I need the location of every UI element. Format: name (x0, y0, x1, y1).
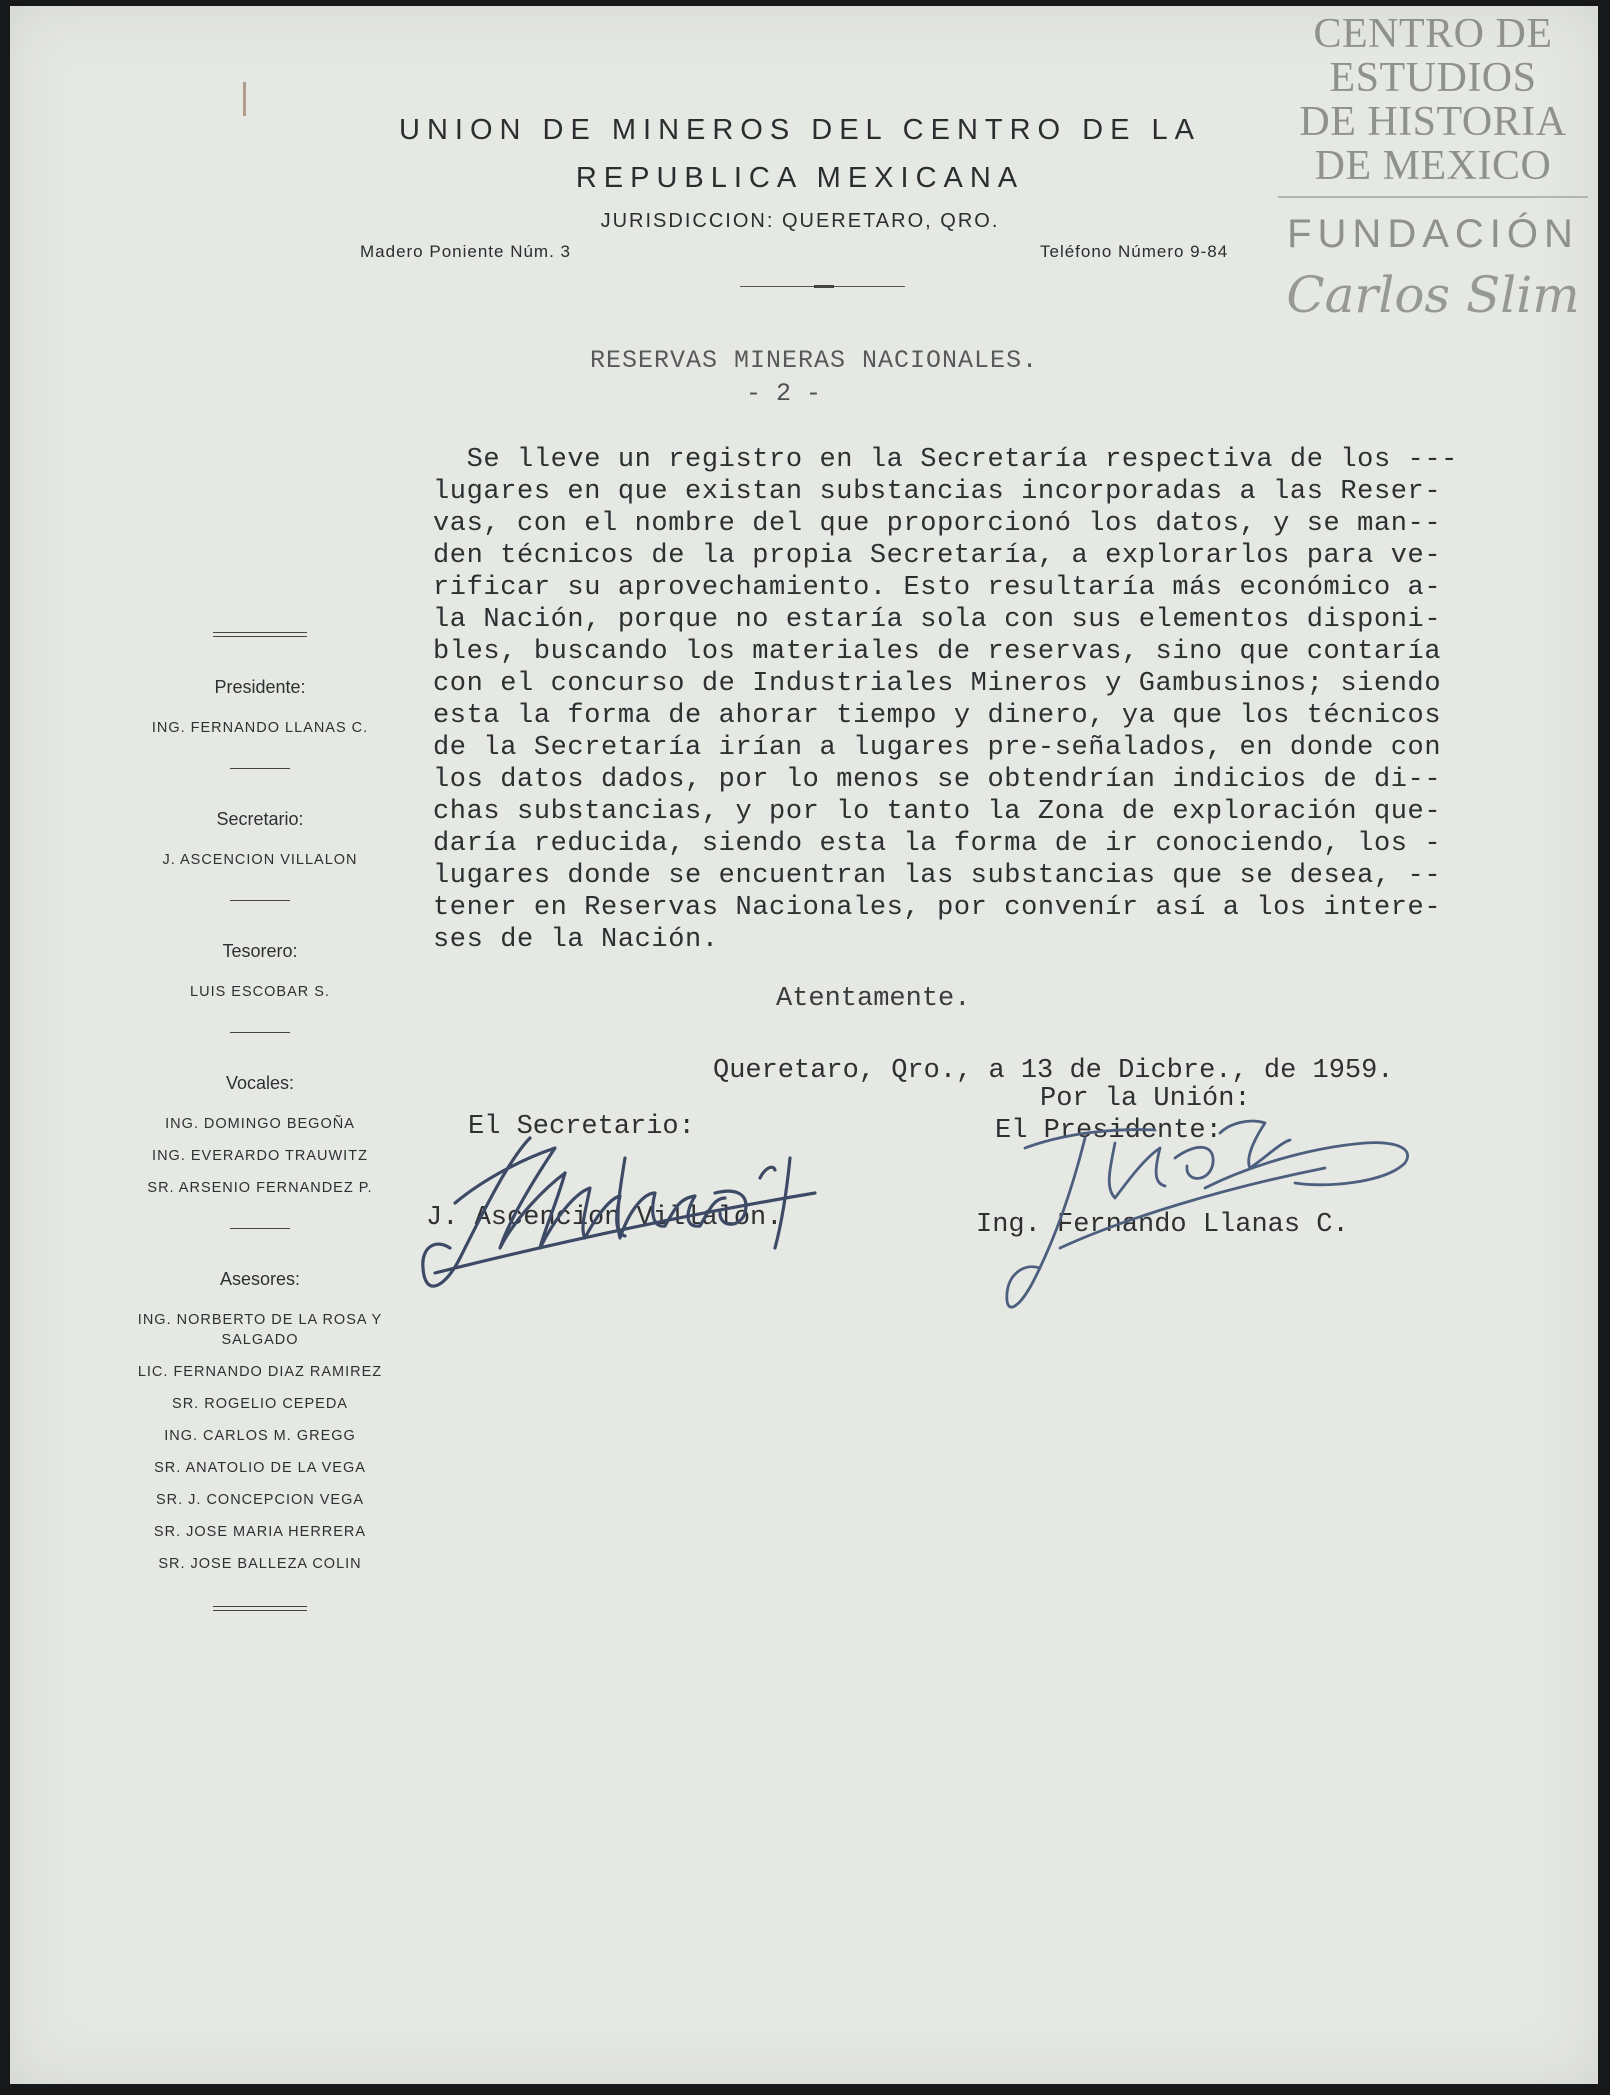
watermark-signature: Carlos Slim (1286, 266, 1580, 324)
president-name: Ing. Fernando Llanas C. (976, 1210, 1349, 1240)
officer-name: J. ASCENCION VILLALON (162, 852, 358, 868)
sidebar-divider (213, 632, 307, 637)
document-title: RESERVAS MINERAS NACIONALES. (590, 346, 1039, 375)
by-union-label: Por la Unión: (1040, 1084, 1251, 1114)
body-line: ses de la Nación. (433, 925, 719, 955)
place-date: Queretaro, Qro., a 13 de Dicbre., de 1959. (713, 1056, 1394, 1086)
letterhead-divider (740, 286, 905, 287)
body-line: lugares en que existan substancias incorporadas a las Reser- (433, 477, 1442, 507)
officer-section-asesores (90, 1269, 430, 1580)
jurisdiction: JURISDICCION: QUERETARO, QRO. (600, 210, 1000, 232)
closing: Atentamente. (776, 984, 971, 1014)
body-line: lugares donde se encuentran las substancias que se desea, -- (433, 861, 1442, 891)
president-signature (965, 1088, 1445, 1328)
address: Madero Poniente Núm. 3 (360, 242, 571, 261)
watermark-foundation: FUNDACIÓN (1287, 212, 1579, 256)
paper-stain (243, 82, 246, 116)
officer-name: SR. ANATOLIO DE LA VEGA (154, 1460, 366, 1476)
officer-section-treasurer (90, 941, 430, 1033)
president-title: El Presidente: (995, 1116, 1222, 1146)
sidebar-divider (230, 768, 290, 769)
officer-name: ING. FERNANDO LLANAS C. (151, 720, 369, 736)
officer-title: Tesorero: (222, 941, 298, 961)
letter-body (433, 444, 1583, 956)
sidebar-officers (90, 632, 430, 1611)
secretary-signature (415, 1098, 835, 1308)
officer-name: ING. CARLOS M. GREGG (164, 1428, 356, 1444)
body-line: con el concurso de Industriales Mineros y Gambusinos; siendo (433, 669, 1442, 699)
officer-name: LUIS ESCOBAR S. (190, 984, 330, 1000)
body-line: vas, con el nombre del que proporcionó los datos, y se man-- (433, 509, 1442, 539)
officer-name: ING. DOMINGO BEGOÑA (165, 1116, 355, 1132)
watermark-line: DE HISTORIA (1299, 99, 1567, 145)
sidebar-bottom (90, 1606, 430, 1611)
officer-name: SR. JOSE MARIA HERRERA (153, 1524, 367, 1540)
body-line: los datos dados, por lo menos se obtendrían indicios de di-- (433, 765, 1442, 795)
officer-name: ING. NORBERTO DE LA ROSA Y (137, 1312, 383, 1328)
body-line: de la Secretaría irían a lugares pre-señalados, en donde con (433, 733, 1442, 763)
body-line: den técnicos de la propia Secretaría, a explorarlos para ve- (433, 541, 1442, 571)
sidebar-divider (230, 1032, 290, 1033)
org-name-line-1: UNION DE MINEROS DEL CENTRO DE LA (399, 114, 1201, 146)
officer-name: SR. JOSE BALLEZA COLIN (158, 1556, 362, 1572)
body-line: tener en Reservas Nacionales, por convenír así a los intere- (433, 893, 1442, 923)
officer-name: SR. ROGELIO CEPEDA (172, 1396, 348, 1412)
org-name-line-2: REPUBLICA MEXICANA (575, 162, 1025, 194)
watermark-line: ESTUDIOS (1329, 55, 1537, 101)
phone-number: Teléfono Número 9-84 (1040, 242, 1229, 261)
secretary-title: El Secretario: (468, 1112, 695, 1142)
officer-title: Secretario: (216, 809, 304, 829)
document-paper (10, 6, 1598, 2084)
officer-section-vocales (90, 1073, 430, 1229)
officer-section-secretary (90, 809, 430, 901)
sidebar-divider (213, 1606, 307, 1611)
page-number: - 2 - (746, 379, 822, 408)
officer-title: Asesores: (219, 1269, 301, 1289)
officer-name: SR. J. CONCEPCION VEGA (155, 1492, 365, 1508)
officer-title: Vocales: (225, 1073, 295, 1093)
body-line: bles, buscando los materiales de reservas, sino que contaría (433, 637, 1442, 667)
body-line: Se lleve un registro en la Secretaría respectiva de los --- (433, 445, 1458, 475)
officer-name: LIC. FERNANDO DIAZ RAMIREZ (137, 1364, 383, 1380)
body-line: la Nación, porque no estaría sola con sus elementos disponi- (433, 605, 1442, 635)
letterhead (250, 106, 1350, 233)
officer-name: SR. ARSENIO FERNANDEZ P. (147, 1180, 373, 1196)
body-line: esta la forma de ahorar tiempo y dinero, ya que los técnicos (433, 701, 1442, 731)
body-line: rificar su aprovechamiento. Esto resultaría más económico a- (433, 573, 1442, 603)
officer-section-president (90, 677, 430, 769)
body-line: daría reducida, siendo esta la forma de ir conociendo, los - (433, 829, 1442, 859)
secretary-name: J. Ascencion Villalon. (426, 1203, 783, 1233)
body-line: chas substancias, y por lo tanto la Zona de exploración que- (433, 797, 1442, 827)
watermark-line: CENTRO DE (1313, 11, 1553, 57)
officer-name: SALGADO (221, 1332, 299, 1348)
watermark-line: DE MEXICO (1314, 143, 1552, 189)
sidebar-divider (230, 900, 290, 901)
sidebar-divider (230, 1228, 290, 1229)
officer-title: Presidente: (214, 677, 306, 697)
officer-name: ING. EVERARDO TRAUWITZ (152, 1148, 368, 1164)
